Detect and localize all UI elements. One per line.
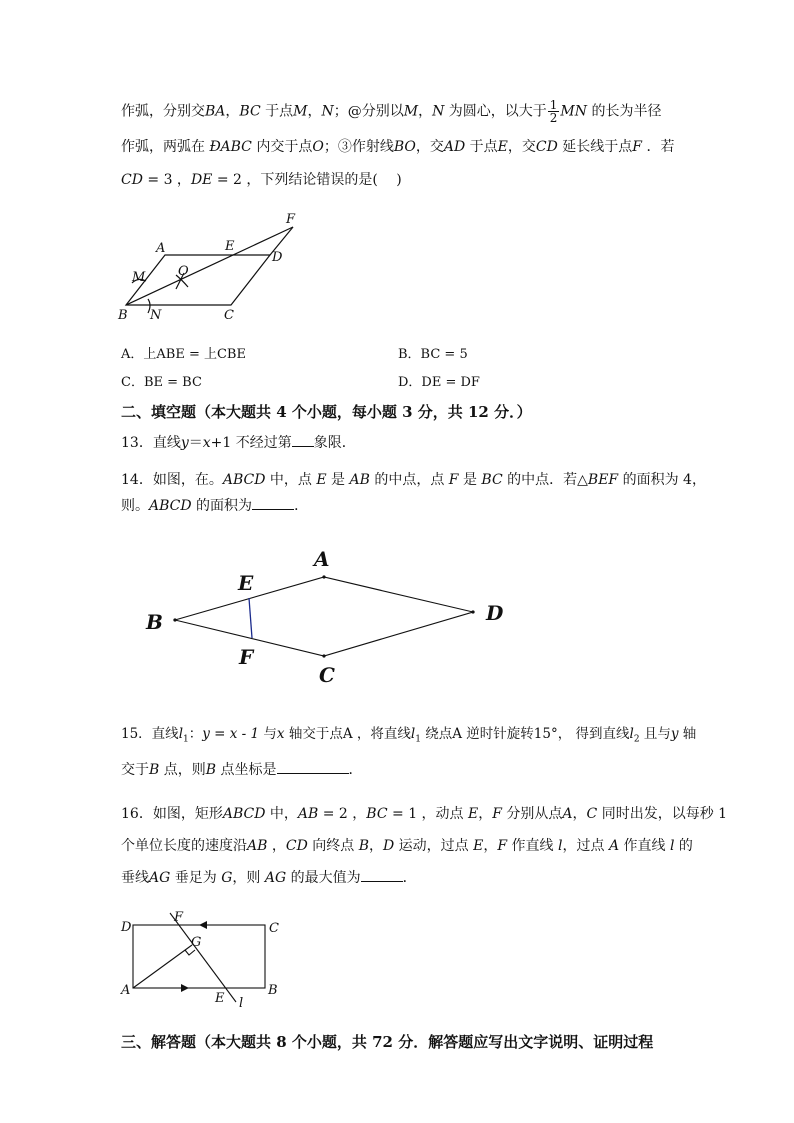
text: 作弧，分别交	[121, 103, 205, 120]
fraction-denominator: 2	[549, 111, 558, 125]
label-a: A	[314, 547, 330, 571]
math: F	[492, 806, 502, 822]
math: y	[670, 726, 679, 742]
text: ，	[483, 838, 498, 854]
q14-figure	[140, 540, 520, 690]
text: 16．如图，矩形	[121, 806, 223, 822]
math: E	[473, 838, 484, 854]
q12-line-2	[121, 137, 674, 157]
text: 内交于点	[251, 139, 313, 155]
parallelogram-abcd	[126, 255, 270, 305]
math: B	[205, 762, 217, 778]
math: N	[432, 103, 445, 120]
math: x	[276, 726, 285, 742]
text: 垂线	[121, 870, 149, 886]
label-d: D	[121, 920, 132, 935]
text: ，	[369, 838, 383, 854]
math: F	[632, 139, 642, 155]
option-d[interactable]: D．DE = DF	[398, 375, 480, 390]
label-a: A	[121, 983, 131, 998]
label-b: B	[268, 983, 278, 998]
q14-line-2	[121, 496, 308, 516]
math: D	[383, 838, 395, 854]
label-o: O	[178, 264, 189, 279]
q12-line-1	[121, 99, 661, 124]
math: A	[608, 838, 620, 854]
label-f: F	[174, 910, 184, 925]
point-c	[322, 654, 325, 657]
math: MN	[560, 103, 587, 120]
section-2-heading: 二、填空题（本大题共 4 个小题，每小题 3 分，共 12 分．）	[121, 403, 532, 421]
q16-line-3	[121, 868, 417, 888]
label-l: l	[239, 996, 244, 1010]
math: BC	[481, 472, 503, 488]
text: ，交	[415, 139, 444, 155]
q15-line-2	[121, 760, 363, 780]
segment-ef	[249, 598, 252, 638]
q15-line-1	[121, 724, 696, 750]
text: 作直线	[619, 838, 670, 854]
text: 垂足为	[170, 870, 222, 886]
text: ．若	[642, 139, 675, 155]
label-f: F	[286, 212, 296, 227]
math: AD	[443, 139, 466, 155]
math: N	[321, 103, 334, 120]
q12-line-3	[121, 170, 402, 190]
text: 点，则	[159, 762, 206, 778]
text: 且与	[639, 726, 671, 742]
math: BEF	[587, 472, 619, 488]
option-c[interactable]: C．BE = BC	[121, 375, 202, 390]
text: 作直线	[507, 838, 558, 854]
text: 轴交于点A ，将直线	[284, 726, 411, 742]
text: 点坐标是	[216, 762, 277, 778]
math: G	[221, 870, 233, 886]
ray-bo	[126, 227, 293, 305]
answer-blank[interactable]	[252, 508, 294, 510]
text: ．	[402, 870, 417, 886]
text: ，	[572, 806, 587, 822]
option-b[interactable]: B．BC = 5	[398, 347, 468, 362]
text: 的面积为 4，	[618, 472, 706, 488]
text: 作弧，两弧在	[121, 139, 210, 155]
q14-line-1	[121, 470, 706, 490]
math: ÐABC	[209, 139, 252, 155]
math: BC	[239, 103, 261, 120]
answer-blank[interactable]	[292, 445, 314, 447]
math: x	[202, 435, 211, 451]
text: 是	[458, 472, 482, 488]
math: B	[358, 838, 369, 854]
label-c: C	[224, 308, 234, 323]
math: AG	[149, 870, 171, 886]
label-c: C	[319, 663, 335, 687]
text: ；③作射线	[323, 139, 394, 155]
math: ABCD	[222, 472, 266, 488]
text: 于点	[260, 103, 294, 120]
text: ，	[307, 103, 322, 120]
text: 分别从点	[501, 806, 563, 822]
math: CD	[285, 838, 308, 854]
q16-figure	[115, 905, 290, 1010]
math: F	[497, 838, 508, 854]
math: ABCD	[222, 806, 266, 822]
label-e: E	[238, 571, 254, 595]
math: O	[312, 139, 324, 155]
text: ，交	[507, 139, 536, 155]
text: 则。	[121, 498, 149, 514]
q16-line-2	[121, 836, 693, 856]
math: l	[669, 838, 675, 854]
text: 中，点	[265, 472, 317, 488]
label-m: M	[132, 270, 146, 285]
text: 运动，过点	[394, 838, 474, 854]
math: BA	[205, 103, 226, 120]
text: ＝	[188, 435, 203, 451]
label-n: N	[150, 308, 162, 323]
right-angle-mark	[185, 950, 195, 955]
text: ，过点	[562, 838, 609, 854]
math: DE	[190, 172, 213, 188]
math: AG	[264, 870, 287, 886]
text: 的中点，点	[369, 472, 449, 488]
text: ，	[225, 103, 240, 120]
math: y = x - 1	[202, 726, 260, 742]
subscript: 2	[633, 734, 640, 745]
section-3-heading: 三、解答题（本大题共 8 个小题，共 72 分．解答题应写出文字说明、证明过程	[121, 1033, 654, 1051]
text: = 2 ，	[318, 806, 367, 822]
math: AB	[247, 838, 268, 854]
point-b	[173, 618, 176, 621]
text: 为圆心，以大于	[444, 103, 547, 120]
text: = 3 ，	[142, 172, 191, 188]
arrow-right-icon	[181, 984, 189, 992]
text: 延长线于点	[557, 139, 633, 155]
arrow-left-icon	[199, 921, 207, 929]
text: ，	[478, 806, 493, 822]
fraction-numerator: 1	[549, 98, 558, 112]
text: 与	[259, 726, 277, 742]
math: l	[629, 726, 634, 742]
text: 的中点．若△	[502, 472, 588, 488]
text: 15．直线	[121, 726, 179, 742]
label-e: E	[225, 239, 235, 254]
text: 象限．	[313, 435, 356, 451]
text: ；@分别以	[333, 103, 404, 120]
math: y	[180, 435, 189, 451]
text: ．	[348, 762, 363, 778]
label-g: G	[191, 935, 202, 950]
text: ，则	[232, 870, 265, 886]
label-b: B	[118, 308, 128, 323]
label-f: F	[239, 645, 254, 669]
math: CD	[121, 172, 143, 188]
math: l	[410, 726, 416, 742]
text: ．	[294, 498, 309, 514]
text: 的面积为	[191, 498, 253, 514]
math: E	[316, 472, 327, 488]
label-b: B	[146, 610, 163, 634]
math: BC	[366, 806, 388, 822]
text: +1 不经过第	[210, 435, 292, 451]
text: ：	[188, 726, 203, 742]
text: 于点	[465, 139, 498, 155]
label-d: D	[486, 601, 504, 625]
text: 同时出发，以每秒 1	[597, 806, 728, 822]
text: 13．直线	[121, 435, 181, 451]
label-c: C	[269, 921, 279, 936]
text: 14．如图，在。	[121, 472, 223, 488]
text: 个单位长度的速度沿	[121, 838, 247, 854]
text: 的长为半径	[587, 103, 662, 120]
q12-figure	[110, 205, 320, 330]
q16-line-1	[121, 804, 727, 824]
math: l	[558, 838, 563, 854]
label-e: E	[215, 991, 225, 1006]
math: C	[586, 806, 598, 822]
math: M	[403, 103, 419, 120]
text: 交于	[121, 762, 149, 778]
text: 是	[326, 472, 350, 488]
point-a	[322, 575, 325, 578]
math: E	[468, 806, 479, 822]
q13-line	[121, 433, 356, 453]
math: B	[149, 762, 160, 778]
label-a: A	[156, 241, 166, 256]
text: 轴	[678, 726, 697, 742]
text: = 1 ，动点	[387, 806, 469, 822]
quadrilateral-abcd	[175, 577, 473, 656]
subscript: 1	[183, 734, 189, 745]
math: M	[293, 103, 308, 120]
text: = 2 ，下列结论错误的是( )	[212, 172, 402, 188]
subscript: 1	[415, 734, 421, 745]
segment-ag	[133, 945, 192, 988]
math: CD	[535, 139, 558, 155]
text: 向终点	[307, 838, 359, 854]
math: ABCD	[149, 498, 192, 514]
fraction	[548, 99, 560, 124]
option-a[interactable]: A．上ABE = 上CBE	[121, 347, 246, 362]
text: 中，	[265, 806, 298, 822]
math: AB	[297, 806, 319, 822]
text: ，	[418, 103, 433, 120]
answer-blank[interactable]	[361, 880, 403, 882]
math: E	[497, 139, 508, 155]
math: l	[178, 726, 184, 742]
answer-blank[interactable]	[277, 772, 349, 774]
text: 绕点A 逆时针旋转15°， 得到直线	[420, 726, 630, 742]
point-d	[471, 610, 474, 613]
label-d: D	[272, 250, 283, 265]
math: F	[448, 472, 459, 488]
math: AB	[349, 472, 370, 488]
text: 的最大值为	[286, 870, 361, 886]
text: 的	[674, 838, 693, 854]
text: ，	[267, 838, 286, 854]
math: BO	[393, 139, 416, 155]
math: A	[562, 806, 573, 822]
